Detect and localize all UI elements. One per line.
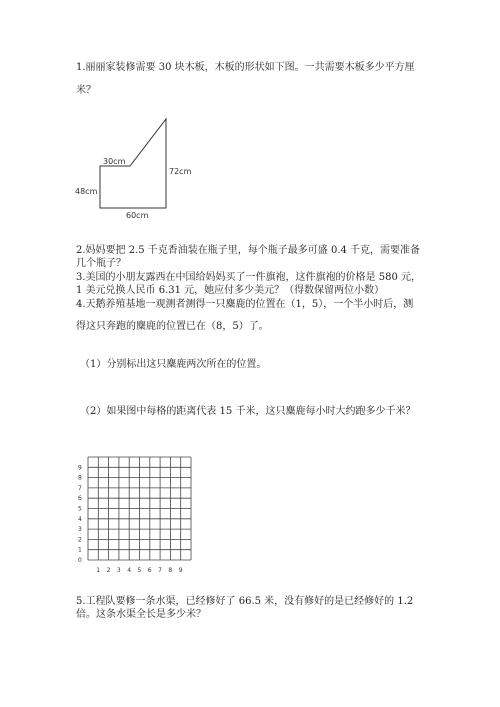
y-axis-labels	[78, 464, 82, 564]
problem-2-text-line-1: 2.妈妈要把 2.5 千克香油装在瓶子里，每个瓶子最多可盛 0.4 千克，需要准备	[76, 245, 421, 256]
problem-5-text-line-1: 5.工程队要修一条水渠，已经修好了 66.5 米，没有修好的是已经修好的 1.2	[76, 596, 414, 607]
y-axis-label: 6	[78, 495, 82, 503]
x-axis-labels	[96, 567, 182, 574]
y-axis-label: 5	[78, 505, 82, 513]
problem-3-text-line-1: 3.美国的小朋友露西在中国给妈妈买了一件旗袍，这件旗袍的价格是 580 元，	[76, 272, 421, 283]
x-axis-label: 3	[116, 567, 121, 574]
label-bottom-60cm: 60cm	[126, 211, 149, 220]
y-axis-label: 0	[78, 557, 82, 564]
plank-shape-figure	[70, 110, 210, 225]
problem-4-text-line-2: 得这只奔跑的麋鹿的位置已在（8，5）了。	[76, 321, 269, 332]
y-axis-label: 8	[78, 474, 82, 482]
x-axis-label: 9	[178, 567, 183, 574]
x-axis-label: 4	[127, 567, 132, 574]
y-axis-label: 1	[78, 546, 82, 554]
label-left-48cm: 48cm	[75, 187, 98, 196]
problem-1-text-line-1: 1.丽丽家装修需要 30 块木板，木板的形状如下图。一共需要木板多少平方厘	[76, 62, 415, 73]
y-axis-label: 3	[78, 526, 82, 534]
x-axis-label: 5	[137, 567, 142, 574]
problem-4-subquestion-2: （2）如果图中每格的距离代表 15 千米，这只麋鹿每小时大约跑多少千米？	[80, 406, 416, 417]
problem-4-text-line-1: 4.天鹅养殖基地一观测者测得一只麋鹿的位置在（1，5），一个半小时后，测	[76, 299, 414, 310]
label-right-72cm: 72cm	[169, 167, 192, 176]
problem-2-text-line-2: 几个瓶子？	[76, 258, 126, 269]
y-axis-label: 7	[78, 484, 82, 492]
x-axis-label: 2	[106, 567, 111, 574]
y-axis-label: 4	[78, 515, 82, 523]
x-axis-label: 1	[96, 567, 101, 574]
grid-lines	[88, 457, 191, 560]
problem-3-text-line-2: 1 美元兑换人民币 6.31 元，她应付多少美元？（得数保留两位小数）	[76, 285, 385, 296]
x-axis-label: 6	[147, 567, 152, 574]
coordinate-grid	[70, 448, 200, 578]
y-axis-label: 9	[78, 464, 82, 472]
x-axis-label: 7	[158, 567, 162, 574]
problem-5-text-line-2: 倍。这条水渠全长是多少米？	[76, 609, 206, 620]
x-axis-label: 8	[168, 567, 173, 574]
label-top-30cm: 30cm	[103, 157, 126, 166]
y-axis-label: 2	[78, 536, 82, 544]
problem-1-text-line-2: 米？	[76, 85, 96, 96]
problem-4-subquestion-1: （1）分别标出这只麋鹿两次所在的位置。	[80, 359, 267, 370]
